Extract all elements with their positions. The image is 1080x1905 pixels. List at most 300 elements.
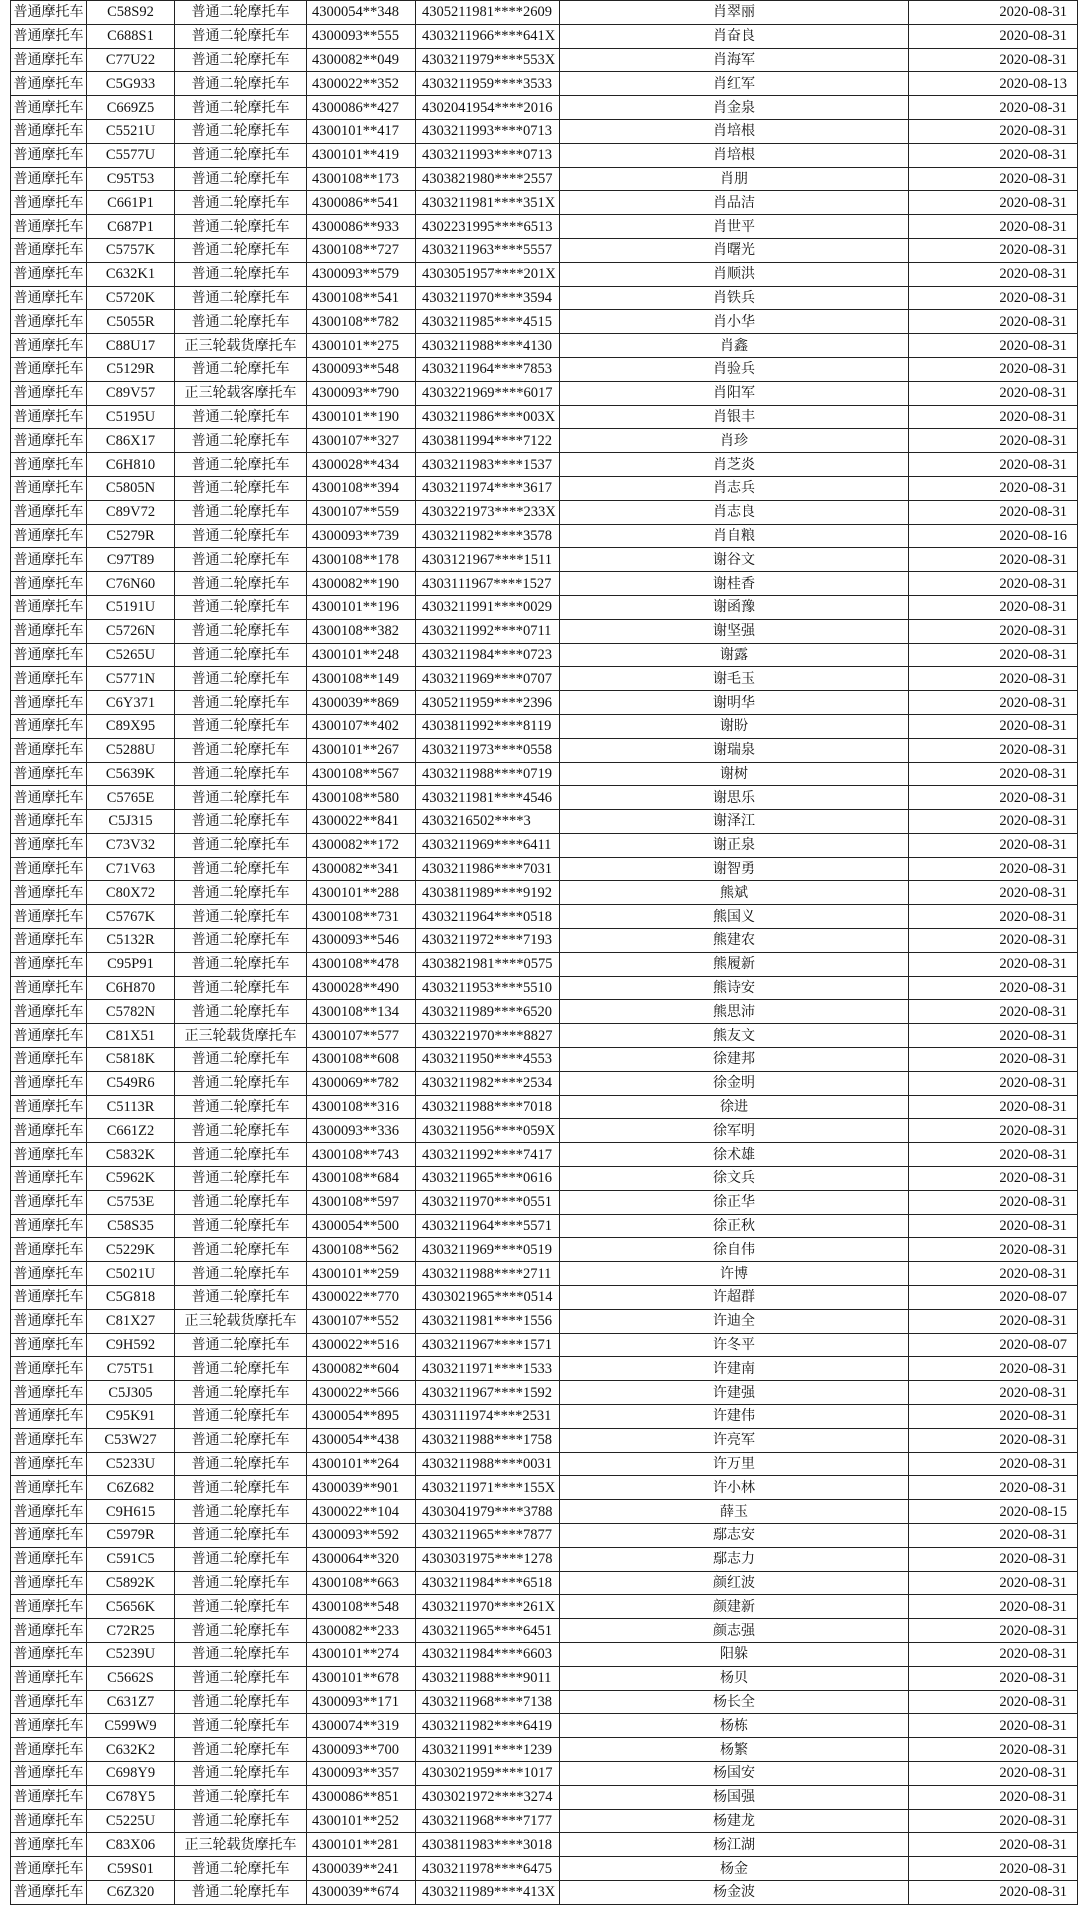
id-number-cell: 4303211984****6603 bbox=[416, 1642, 560, 1666]
owner-name-cell: 颜志强 bbox=[560, 1619, 909, 1643]
id-number-cell: 4303211986****003X bbox=[416, 405, 560, 429]
table-row bbox=[11, 667, 1078, 691]
vehicle-class-cell: 普通二轮摩托车 bbox=[175, 619, 307, 643]
license-number-cell: 4300107**327 bbox=[307, 429, 416, 453]
owner-name-cell: 肖阳军 bbox=[560, 381, 909, 405]
plate-number-cell: C73V32 bbox=[87, 833, 175, 857]
vehicle-type-cell: 普通摩托车 bbox=[11, 1024, 87, 1048]
vehicle-type-cell: 普通摩托车 bbox=[11, 1857, 87, 1881]
date-cell: 2020-08-31 bbox=[909, 1024, 1078, 1048]
vehicle-class-cell: 普通二轮摩托车 bbox=[175, 1167, 307, 1191]
owner-name-cell: 许冬平 bbox=[560, 1333, 909, 1357]
owner-name-cell: 肖海军 bbox=[560, 48, 909, 72]
owner-name-cell: 徐文兵 bbox=[560, 1167, 909, 1191]
table-row bbox=[11, 643, 1078, 667]
owner-name-cell: 杨江湖 bbox=[560, 1833, 909, 1857]
vehicle-class-cell: 普通二轮摩托车 bbox=[175, 1214, 307, 1238]
date-cell: 2020-08-31 bbox=[909, 1190, 1078, 1214]
id-number-cell: 4303211988****9011 bbox=[416, 1666, 560, 1690]
id-number-cell: 4303811994****7122 bbox=[416, 429, 560, 453]
vehicle-class-cell: 普通二轮摩托车 bbox=[175, 1143, 307, 1167]
vehicle-type-cell: 普通摩托车 bbox=[11, 167, 87, 191]
plate-number-cell: C5979R bbox=[87, 1524, 175, 1548]
owner-name-cell: 肖品洁 bbox=[560, 191, 909, 215]
owner-name-cell: 杨金波 bbox=[560, 1880, 909, 1904]
id-number-cell: 4303211991****0029 bbox=[416, 595, 560, 619]
plate-number-cell: C5239U bbox=[87, 1642, 175, 1666]
vehicle-type-cell: 普通摩托车 bbox=[11, 1666, 87, 1690]
license-number-cell: 4300101**419 bbox=[307, 143, 416, 167]
id-number-cell: 4305211981****2609 bbox=[416, 1, 560, 25]
plate-number-cell: C5577U bbox=[87, 143, 175, 167]
vehicle-type-cell: 普通摩托车 bbox=[11, 1381, 87, 1405]
vehicle-type-cell: 普通摩托车 bbox=[11, 1476, 87, 1500]
vehicle-class-cell: 普通二轮摩托车 bbox=[175, 286, 307, 310]
vehicle-type-cell: 普通摩托车 bbox=[11, 1500, 87, 1524]
owner-name-cell: 熊履新 bbox=[560, 952, 909, 976]
id-number-cell: 4303211978****6475 bbox=[416, 1857, 560, 1881]
owner-name-cell: 熊国义 bbox=[560, 905, 909, 929]
table-row bbox=[11, 1, 1078, 25]
id-number-cell: 4303211993****0713 bbox=[416, 119, 560, 143]
plate-number-cell: C5639K bbox=[87, 762, 175, 786]
table-row bbox=[11, 833, 1078, 857]
vehicle-type-cell: 普通摩托车 bbox=[11, 667, 87, 691]
owner-name-cell: 杨长全 bbox=[560, 1690, 909, 1714]
table-row bbox=[11, 72, 1078, 96]
owner-name-cell: 肖银丰 bbox=[560, 405, 909, 429]
vehicle-type-cell: 普通摩托车 bbox=[11, 1, 87, 25]
plate-number-cell: C59S01 bbox=[87, 1857, 175, 1881]
vehicle-type-cell: 普通摩托车 bbox=[11, 1428, 87, 1452]
vehicle-class-cell: 普通二轮摩托车 bbox=[175, 952, 307, 976]
id-number-cell: 4303811992****8119 bbox=[416, 714, 560, 738]
owner-name-cell: 鄢志力 bbox=[560, 1547, 909, 1571]
vehicle-type-cell: 普通摩托车 bbox=[11, 1714, 87, 1738]
date-cell: 2020-08-31 bbox=[909, 905, 1078, 929]
table-row bbox=[11, 1119, 1078, 1143]
license-number-cell: 4300028**490 bbox=[307, 976, 416, 1000]
vehicle-class-cell: 普通二轮摩托车 bbox=[175, 1119, 307, 1143]
vehicle-type-cell: 普通摩托车 bbox=[11, 1547, 87, 1571]
vehicle-type-cell: 普通摩托车 bbox=[11, 595, 87, 619]
vehicle-type-cell: 普通摩托车 bbox=[11, 881, 87, 905]
date-cell: 2020-08-31 bbox=[909, 381, 1078, 405]
plate-number-cell: C71V63 bbox=[87, 857, 175, 881]
plate-number-cell: C6Z682 bbox=[87, 1476, 175, 1500]
id-number-cell: 4303211989****6520 bbox=[416, 1000, 560, 1024]
vehicle-type-cell: 普通摩托车 bbox=[11, 405, 87, 429]
vehicle-class-cell: 普通二轮摩托车 bbox=[175, 667, 307, 691]
vehicle-class-cell: 正三轮载客摩托车 bbox=[175, 381, 307, 405]
table-row bbox=[11, 357, 1078, 381]
date-cell: 2020-08-31 bbox=[909, 643, 1078, 667]
plate-number-cell: C88U17 bbox=[87, 334, 175, 358]
license-number-cell: 4300101**288 bbox=[307, 881, 416, 905]
table-row bbox=[11, 1524, 1078, 1548]
license-number-cell: 4300093**357 bbox=[307, 1761, 416, 1785]
id-number-cell: 4303821981****0575 bbox=[416, 952, 560, 976]
owner-name-cell: 杨金 bbox=[560, 1857, 909, 1881]
date-cell: 2020-08-15 bbox=[909, 1500, 1078, 1524]
vehicle-class-cell: 普通二轮摩托车 bbox=[175, 643, 307, 667]
license-number-cell: 4300101**275 bbox=[307, 334, 416, 358]
owner-name-cell: 肖鑫 bbox=[560, 334, 909, 358]
table-row bbox=[11, 48, 1078, 72]
vehicle-type-cell: 普通摩托车 bbox=[11, 429, 87, 453]
plate-number-cell: C5132R bbox=[87, 929, 175, 953]
date-cell: 2020-08-31 bbox=[909, 119, 1078, 143]
vehicle-class-cell: 普通二轮摩托车 bbox=[175, 1286, 307, 1310]
vehicle-class-cell: 普通二轮摩托车 bbox=[175, 1452, 307, 1476]
date-cell: 2020-08-31 bbox=[909, 762, 1078, 786]
vehicle-class-cell: 普通二轮摩托车 bbox=[175, 191, 307, 215]
plate-number-cell: C5662S bbox=[87, 1666, 175, 1690]
date-cell: 2020-08-16 bbox=[909, 524, 1078, 548]
owner-name-cell: 肖铁兵 bbox=[560, 286, 909, 310]
vehicle-type-cell: 普通摩托车 bbox=[11, 1833, 87, 1857]
table-row bbox=[11, 1476, 1078, 1500]
vehicle-type-cell: 普通摩托车 bbox=[11, 238, 87, 262]
table-row bbox=[11, 1309, 1078, 1333]
vehicle-type-cell: 普通摩托车 bbox=[11, 191, 87, 215]
vehicle-class-cell: 普通二轮摩托车 bbox=[175, 976, 307, 1000]
vehicle-class-cell: 普通二轮摩托车 bbox=[175, 595, 307, 619]
vehicle-record-table bbox=[10, 0, 1078, 1905]
table-row bbox=[11, 1619, 1078, 1643]
plate-number-cell: C5726N bbox=[87, 619, 175, 643]
table-row bbox=[11, 1690, 1078, 1714]
id-number-cell: 4303216502****3 bbox=[416, 810, 560, 834]
vehicle-class-cell: 普通二轮摩托车 bbox=[175, 1, 307, 25]
vehicle-type-cell: 普通摩托车 bbox=[11, 738, 87, 762]
vehicle-class-cell: 正三轮载货摩托车 bbox=[175, 1833, 307, 1857]
vehicle-class-cell: 普通二轮摩托车 bbox=[175, 1357, 307, 1381]
date-cell: 2020-08-31 bbox=[909, 96, 1078, 120]
vehicle-type-cell: 普通摩托车 bbox=[11, 1785, 87, 1809]
license-number-cell: 4300039**674 bbox=[307, 1880, 416, 1904]
table-row bbox=[11, 952, 1078, 976]
owner-name-cell: 肖培根 bbox=[560, 119, 909, 143]
vehicle-type-cell: 普通摩托车 bbox=[11, 1095, 87, 1119]
id-number-cell: 4303211956****059X bbox=[416, 1119, 560, 1143]
plate-number-cell: C5191U bbox=[87, 595, 175, 619]
vehicle-type-cell: 普通摩托车 bbox=[11, 1880, 87, 1904]
vehicle-type-cell: 普通摩托车 bbox=[11, 1143, 87, 1167]
date-cell: 2020-08-31 bbox=[909, 1238, 1078, 1262]
date-cell: 2020-08-31 bbox=[909, 595, 1078, 619]
table-row bbox=[11, 524, 1078, 548]
vehicle-type-cell: 普通摩托车 bbox=[11, 1119, 87, 1143]
date-cell: 2020-08-13 bbox=[909, 72, 1078, 96]
plate-number-cell: C97T89 bbox=[87, 548, 175, 572]
id-number-cell: 4303021965****0514 bbox=[416, 1286, 560, 1310]
license-number-cell: 4300108**663 bbox=[307, 1571, 416, 1595]
table-row bbox=[11, 1428, 1078, 1452]
license-number-cell: 4300082**172 bbox=[307, 833, 416, 857]
vehicle-class-cell: 普通二轮摩托车 bbox=[175, 1857, 307, 1881]
date-cell: 2020-08-31 bbox=[909, 357, 1078, 381]
vehicle-type-cell: 普通摩托车 bbox=[11, 1238, 87, 1262]
vehicle-class-cell: 普通二轮摩托车 bbox=[175, 1714, 307, 1738]
table-row bbox=[11, 1761, 1078, 1785]
vehicle-class-cell: 普通二轮摩托车 bbox=[175, 476, 307, 500]
table-row bbox=[11, 1500, 1078, 1524]
id-number-cell: 4303211971****155X bbox=[416, 1476, 560, 1500]
vehicle-class-cell: 普通二轮摩托车 bbox=[175, 500, 307, 524]
plate-number-cell: C86X17 bbox=[87, 429, 175, 453]
vehicle-type-cell: 普通摩托车 bbox=[11, 1690, 87, 1714]
id-number-cell: 4303211973****0558 bbox=[416, 738, 560, 762]
table-row bbox=[11, 714, 1078, 738]
vehicle-class-cell: 普通二轮摩托车 bbox=[175, 48, 307, 72]
date-cell: 2020-08-31 bbox=[909, 976, 1078, 1000]
plate-number-cell: C95P91 bbox=[87, 952, 175, 976]
date-cell: 2020-08-31 bbox=[909, 238, 1078, 262]
id-number-cell: 4303211991****1239 bbox=[416, 1738, 560, 1762]
vehicle-class-cell: 普通二轮摩托车 bbox=[175, 1642, 307, 1666]
date-cell: 2020-08-31 bbox=[909, 1880, 1078, 1904]
date-cell: 2020-08-31 bbox=[909, 1428, 1078, 1452]
owner-name-cell: 许超群 bbox=[560, 1286, 909, 1310]
owner-name-cell: 谢毛玉 bbox=[560, 667, 909, 691]
license-number-cell: 4300082**341 bbox=[307, 857, 416, 881]
table-row bbox=[11, 143, 1078, 167]
vehicle-class-cell: 普通二轮摩托车 bbox=[175, 1761, 307, 1785]
id-number-cell: 4303211968****7177 bbox=[416, 1809, 560, 1833]
plate-number-cell: C549R6 bbox=[87, 1071, 175, 1095]
owner-name-cell: 鄢志安 bbox=[560, 1524, 909, 1548]
vehicle-type-cell: 普通摩托车 bbox=[11, 381, 87, 405]
date-cell: 2020-08-31 bbox=[909, 1095, 1078, 1119]
id-number-cell: 4303121967****1511 bbox=[416, 548, 560, 572]
table-row bbox=[11, 215, 1078, 239]
vehicle-class-cell: 普通二轮摩托车 bbox=[175, 1071, 307, 1095]
vehicle-type-cell: 普通摩托车 bbox=[11, 453, 87, 477]
id-number-cell: 4303021972****3274 bbox=[416, 1785, 560, 1809]
license-number-cell: 4300093**700 bbox=[307, 1738, 416, 1762]
vehicle-type-cell: 普通摩托车 bbox=[11, 1071, 87, 1095]
owner-name-cell: 谢谷文 bbox=[560, 548, 909, 572]
vehicle-class-cell: 普通二轮摩托车 bbox=[175, 1238, 307, 1262]
date-cell: 2020-08-31 bbox=[909, 1309, 1078, 1333]
vehicle-type-cell: 普通摩托车 bbox=[11, 714, 87, 738]
vehicle-type-cell: 普通摩托车 bbox=[11, 1595, 87, 1619]
license-number-cell: 4300101**264 bbox=[307, 1452, 416, 1476]
id-number-cell: 4303021959****1017 bbox=[416, 1761, 560, 1785]
date-cell: 2020-08-31 bbox=[909, 1143, 1078, 1167]
license-number-cell: 4300093**739 bbox=[307, 524, 416, 548]
vehicle-type-cell: 普通摩托车 bbox=[11, 524, 87, 548]
date-cell: 2020-08-31 bbox=[909, 143, 1078, 167]
owner-name-cell: 徐进 bbox=[560, 1095, 909, 1119]
vehicle-class-cell: 普通二轮摩托车 bbox=[175, 143, 307, 167]
table-row bbox=[11, 595, 1078, 619]
date-cell: 2020-08-31 bbox=[909, 1666, 1078, 1690]
id-number-cell: 4303211988****0719 bbox=[416, 762, 560, 786]
license-number-cell: 4300054**348 bbox=[307, 1, 416, 25]
owner-name-cell: 杨建龙 bbox=[560, 1809, 909, 1833]
table-row bbox=[11, 1048, 1078, 1072]
id-number-cell: 4303211969****6411 bbox=[416, 833, 560, 857]
owner-name-cell: 谢树 bbox=[560, 762, 909, 786]
plate-number-cell: C688S1 bbox=[87, 24, 175, 48]
table-row bbox=[11, 476, 1078, 500]
plate-number-cell: C678Y5 bbox=[87, 1785, 175, 1809]
id-number-cell: 4303211967****1571 bbox=[416, 1333, 560, 1357]
table-row bbox=[11, 691, 1078, 715]
plate-number-cell: C5129R bbox=[87, 357, 175, 381]
table-row bbox=[11, 1547, 1078, 1571]
plate-number-cell: C5195U bbox=[87, 405, 175, 429]
owner-name-cell: 颜建新 bbox=[560, 1595, 909, 1619]
plate-number-cell: C76N60 bbox=[87, 572, 175, 596]
license-number-cell: 4300101**252 bbox=[307, 1809, 416, 1833]
table-row bbox=[11, 1286, 1078, 1310]
license-number-cell: 4300108**178 bbox=[307, 548, 416, 572]
vehicle-class-cell: 普通二轮摩托车 bbox=[175, 72, 307, 96]
vehicle-type-cell: 普通摩托车 bbox=[11, 833, 87, 857]
license-number-cell: 4300107**402 bbox=[307, 714, 416, 738]
id-number-cell: 4303211985****4515 bbox=[416, 310, 560, 334]
license-number-cell: 4300108**580 bbox=[307, 786, 416, 810]
date-cell: 2020-08-31 bbox=[909, 1357, 1078, 1381]
id-number-cell: 4303211988****0031 bbox=[416, 1452, 560, 1476]
vehicle-type-cell: 普通摩托车 bbox=[11, 215, 87, 239]
vehicle-class-cell: 普通二轮摩托车 bbox=[175, 262, 307, 286]
license-number-cell: 4300074**319 bbox=[307, 1714, 416, 1738]
id-number-cell: 4303211984****0723 bbox=[416, 643, 560, 667]
vehicle-type-cell: 普通摩托车 bbox=[11, 286, 87, 310]
table-row bbox=[11, 1214, 1078, 1238]
vehicle-type-cell: 普通摩托车 bbox=[11, 976, 87, 1000]
owner-name-cell: 许小林 bbox=[560, 1476, 909, 1500]
vehicle-type-cell: 普通摩托车 bbox=[11, 1738, 87, 1762]
vehicle-type-cell: 普通摩托车 bbox=[11, 48, 87, 72]
owner-name-cell: 杨国强 bbox=[560, 1785, 909, 1809]
vehicle-type-cell: 普通摩托车 bbox=[11, 1262, 87, 1286]
license-number-cell: 4300107**552 bbox=[307, 1309, 416, 1333]
table-row bbox=[11, 1143, 1078, 1167]
id-number-cell: 4303211988****7018 bbox=[416, 1095, 560, 1119]
date-cell: 2020-08-31 bbox=[909, 1000, 1078, 1024]
id-number-cell: 4303211992****0711 bbox=[416, 619, 560, 643]
license-number-cell: 4300101**196 bbox=[307, 595, 416, 619]
plate-number-cell: C9H592 bbox=[87, 1333, 175, 1357]
plate-number-cell: C6H870 bbox=[87, 976, 175, 1000]
license-number-cell: 4300028**434 bbox=[307, 453, 416, 477]
date-cell: 2020-08-31 bbox=[909, 1642, 1078, 1666]
id-number-cell: 4303821980****2557 bbox=[416, 167, 560, 191]
vehicle-class-cell: 普通二轮摩托车 bbox=[175, 1666, 307, 1690]
vehicle-class-cell: 普通二轮摩托车 bbox=[175, 1000, 307, 1024]
owner-name-cell: 肖验兵 bbox=[560, 357, 909, 381]
table-row bbox=[11, 1809, 1078, 1833]
vehicle-type-cell: 普通摩托车 bbox=[11, 929, 87, 953]
id-number-cell: 4303211981****1556 bbox=[416, 1309, 560, 1333]
id-number-cell: 4303211966****641X bbox=[416, 24, 560, 48]
date-cell: 2020-08-31 bbox=[909, 572, 1078, 596]
vehicle-type-cell: 普通摩托车 bbox=[11, 786, 87, 810]
plate-number-cell: C5753E bbox=[87, 1190, 175, 1214]
id-number-cell: 4303211984****6518 bbox=[416, 1571, 560, 1595]
owner-name-cell: 颜红波 bbox=[560, 1571, 909, 1595]
date-cell: 2020-08-31 bbox=[909, 500, 1078, 524]
table-row bbox=[11, 1857, 1078, 1881]
plate-number-cell: C5767K bbox=[87, 905, 175, 929]
license-number-cell: 4300108**548 bbox=[307, 1595, 416, 1619]
date-cell: 2020-08-31 bbox=[909, 1048, 1078, 1072]
vehicle-type-cell: 普通摩托车 bbox=[11, 357, 87, 381]
id-number-cell: 4303211970****261X bbox=[416, 1595, 560, 1619]
id-number-cell: 4303211969****0519 bbox=[416, 1238, 560, 1262]
license-number-cell: 4300086**427 bbox=[307, 96, 416, 120]
id-number-cell: 4303211979****553X bbox=[416, 48, 560, 72]
plate-number-cell: C9H615 bbox=[87, 1500, 175, 1524]
table-row bbox=[11, 976, 1078, 1000]
license-number-cell: 4300093**171 bbox=[307, 1690, 416, 1714]
vehicle-class-cell: 普通二轮摩托车 bbox=[175, 310, 307, 334]
vehicle-class-cell: 普通二轮摩托车 bbox=[175, 1428, 307, 1452]
vehicle-class-cell: 普通二轮摩托车 bbox=[175, 857, 307, 881]
vehicle-class-cell: 普通二轮摩托车 bbox=[175, 1262, 307, 1286]
vehicle-type-cell: 普通摩托车 bbox=[11, 476, 87, 500]
vehicle-class-cell: 普通二轮摩托车 bbox=[175, 1595, 307, 1619]
date-cell: 2020-08-31 bbox=[909, 1571, 1078, 1595]
table-body bbox=[11, 1, 1078, 1905]
license-number-cell: 4300022**516 bbox=[307, 1333, 416, 1357]
vehicle-class-cell: 普通二轮摩托车 bbox=[175, 786, 307, 810]
date-cell: 2020-08-31 bbox=[909, 1619, 1078, 1643]
vehicle-class-cell: 普通二轮摩托车 bbox=[175, 238, 307, 262]
license-number-cell: 4300069**782 bbox=[307, 1071, 416, 1095]
owner-name-cell: 谢明华 bbox=[560, 691, 909, 715]
license-number-cell: 4300086**933 bbox=[307, 215, 416, 239]
date-cell: 2020-08-31 bbox=[909, 952, 1078, 976]
license-number-cell: 4300108**394 bbox=[307, 476, 416, 500]
plate-number-cell: C669Z5 bbox=[87, 96, 175, 120]
vehicle-type-cell: 普通摩托车 bbox=[11, 952, 87, 976]
owner-name-cell: 肖自粮 bbox=[560, 524, 909, 548]
plate-number-cell: C5757K bbox=[87, 238, 175, 262]
vehicle-class-cell: 普通二轮摩托车 bbox=[175, 572, 307, 596]
license-number-cell: 4300093**579 bbox=[307, 262, 416, 286]
license-number-cell: 4300101**190 bbox=[307, 405, 416, 429]
vehicle-class-cell: 普通二轮摩托车 bbox=[175, 453, 307, 477]
table-row bbox=[11, 572, 1078, 596]
license-number-cell: 4300108**173 bbox=[307, 167, 416, 191]
table-row bbox=[11, 381, 1078, 405]
table-row bbox=[11, 238, 1078, 262]
table-row bbox=[11, 1833, 1078, 1857]
owner-name-cell: 杨国安 bbox=[560, 1761, 909, 1785]
id-number-cell: 4303211988****1758 bbox=[416, 1428, 560, 1452]
vehicle-type-cell: 普通摩托车 bbox=[11, 1452, 87, 1476]
vehicle-class-cell: 普通二轮摩托车 bbox=[175, 1880, 307, 1904]
id-number-cell: 4303051957****201X bbox=[416, 262, 560, 286]
owner-name-cell: 肖奋良 bbox=[560, 24, 909, 48]
id-number-cell: 4303211970****3594 bbox=[416, 286, 560, 310]
table-row bbox=[11, 738, 1078, 762]
owner-name-cell: 肖志兵 bbox=[560, 476, 909, 500]
table-row bbox=[11, 24, 1078, 48]
date-cell: 2020-08-31 bbox=[909, 310, 1078, 334]
vehicle-class-cell: 普通二轮摩托车 bbox=[175, 24, 307, 48]
date-cell: 2020-08-31 bbox=[909, 1071, 1078, 1095]
vehicle-type-cell: 普通摩托车 bbox=[11, 1809, 87, 1833]
table-row bbox=[11, 453, 1078, 477]
license-number-cell: 4300108**782 bbox=[307, 310, 416, 334]
